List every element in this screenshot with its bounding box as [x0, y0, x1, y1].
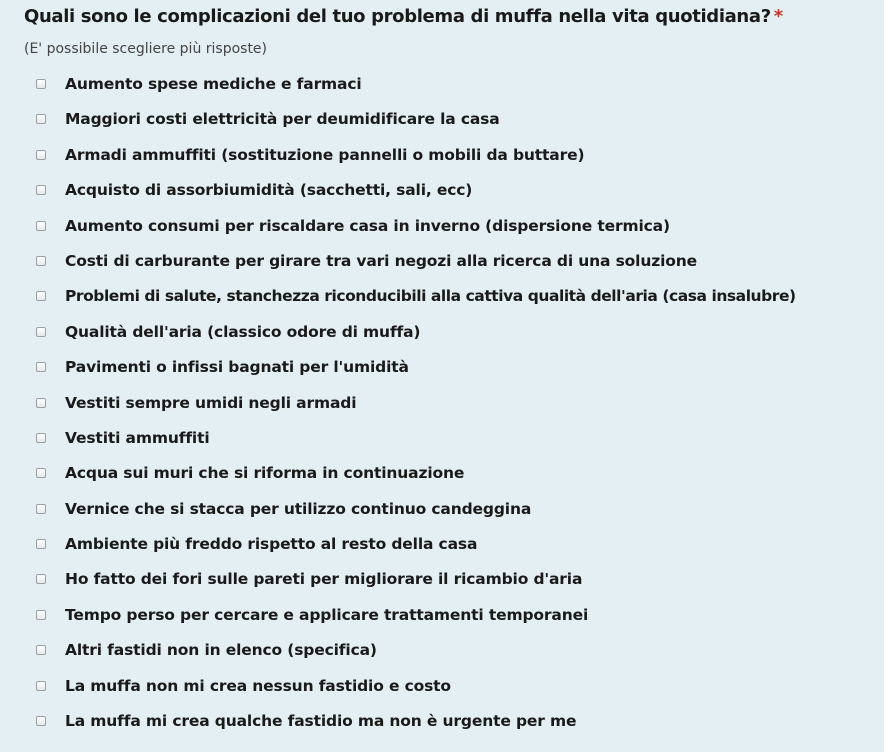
option-label[interactable]: Aumento spese mediche e farmaci — [65, 75, 362, 93]
multiple-choice-hint: (E' possibile scegliere più risposte) — [24, 41, 268, 57]
question-text: Quali sono le complicazioni del tuo problema di muffa nella vita quotidiana? — [24, 6, 771, 27]
option-label[interactable]: Altri fastidi non in elenco (specifica) — [65, 641, 377, 660]
option-checkbox[interactable] — [36, 398, 46, 408]
option-item[interactable] — [0, 245, 884, 280]
option-label[interactable]: Problemi di salute, stanchezza riconducibili alla cattiva qualità dell'aria (casa insalubre) — [65, 287, 796, 306]
options-list — [0, 68, 884, 740]
option-checkbox[interactable] — [36, 362, 46, 372]
option-label[interactable]: Acquisto di assorbiumidità (sacchetti, sali, ecc) — [65, 181, 473, 200]
option-checkbox[interactable] — [36, 574, 46, 584]
option-checkbox[interactable] — [36, 716, 46, 726]
option-label[interactable]: Aumento consumi per riscaldare casa in inverno (dispersione termica) — [65, 216, 670, 235]
option-label[interactable]: Maggiori costi elettricità per deumidificare la casa — [65, 110, 500, 129]
option-label[interactable]: Pavimenti o infissi bagnati per l'umidità — [65, 358, 409, 377]
option-checkbox[interactable] — [36, 327, 46, 337]
option-checkbox[interactable] — [36, 610, 46, 620]
option-item[interactable] — [0, 316, 884, 351]
option-checkbox[interactable] — [36, 291, 46, 301]
option-checkbox[interactable] — [36, 645, 46, 655]
option-item[interactable] — [0, 174, 884, 209]
option-item[interactable] — [0, 599, 884, 634]
option-checkbox[interactable] — [36, 539, 46, 549]
option-item[interactable] — [0, 670, 884, 705]
option-item[interactable] — [0, 68, 884, 103]
option-label[interactable]: La muffa mi crea qualche fastidio ma non è urgente per me — [65, 712, 577, 731]
question-title — [24, 6, 880, 28]
option-item[interactable] — [0, 139, 884, 174]
option-label[interactable]: Costi di carburante per girare tra vari negozi alla ricerca di una soluzione — [65, 251, 697, 270]
option-item[interactable] — [0, 422, 884, 457]
option-item[interactable] — [0, 280, 884, 315]
option-label[interactable]: Qualità dell'aria (classico odore di muffa) — [65, 322, 421, 341]
option-checkbox[interactable] — [36, 114, 46, 124]
option-item[interactable] — [0, 210, 884, 245]
option-label[interactable]: Tempo perso per cercare e applicare trattamenti temporanei — [65, 605, 589, 624]
option-label[interactable]: La muffa non mi crea nessun fastidio e costo — [65, 676, 451, 695]
option-item[interactable] — [0, 103, 884, 138]
option-item[interactable] — [0, 387, 884, 422]
option-label[interactable]: Vestiti sempre umidi negli armadi — [65, 393, 357, 412]
option-checkbox[interactable] — [36, 185, 46, 195]
option-item[interactable] — [0, 634, 884, 669]
option-item[interactable] — [0, 705, 884, 740]
option-label[interactable]: Vernice che si stacca per utilizzo continuo candeggina — [65, 499, 532, 518]
option-item[interactable] — [0, 563, 884, 598]
option-label[interactable]: Ambiente più freddo rispetto al resto della casa — [65, 535, 478, 554]
option-label[interactable]: Armadi ammuffiti (sostituzione pannelli o mobili da buttare) — [65, 145, 585, 164]
option-checkbox[interactable] — [36, 504, 46, 514]
option-checkbox[interactable] — [36, 433, 46, 443]
option-checkbox[interactable] — [36, 221, 46, 231]
option-checkbox[interactable] — [36, 681, 46, 691]
required-asterisk: * — [773, 6, 783, 27]
option-label[interactable]: Ho fatto dei fori sulle pareti per migliorare il ricambio d'aria — [65, 570, 583, 589]
option-label[interactable]: Vestiti ammuffiti — [65, 428, 210, 447]
option-checkbox[interactable] — [36, 256, 46, 266]
option-item[interactable] — [0, 457, 884, 492]
option-label[interactable]: Acqua sui muri che si riforma in continuazione — [65, 464, 465, 483]
option-item[interactable] — [0, 493, 884, 528]
option-checkbox[interactable] — [36, 150, 46, 160]
option-checkbox[interactable] — [36, 468, 46, 478]
option-item[interactable] — [0, 351, 884, 386]
option-checkbox[interactable] — [36, 79, 46, 89]
option-item[interactable] — [0, 528, 884, 563]
